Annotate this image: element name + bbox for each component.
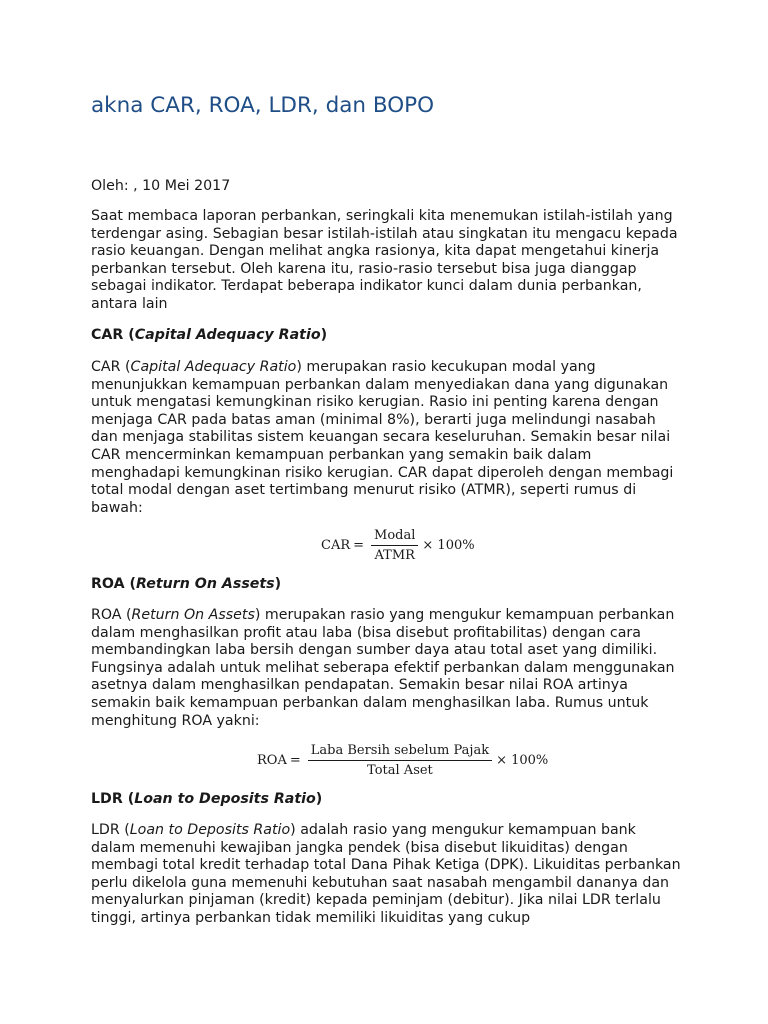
- equals-sign: =: [353, 538, 365, 553]
- ldr-heading: LDR (Loan to Deposits Ratio): [91, 791, 323, 807]
- ldr-para-abbr: LDR: [91, 822, 120, 838]
- equals-sign: =: [289, 753, 301, 768]
- car-formula-denominator: ATMR: [374, 548, 415, 563]
- car-formula-numerator: Modal: [371, 528, 418, 546]
- page-title: akna CAR, ROA, LDR, dan BOPO: [91, 93, 435, 118]
- roa-formula-numerator: Laba Bersih sebelum Pajak: [308, 743, 492, 761]
- car-heading-abbr: CAR: [91, 327, 124, 343]
- byline: Oleh: , 10 Mei 2017: [91, 178, 231, 194]
- roa-formula: [257, 743, 548, 778]
- roa-formula-factor: × 100%: [496, 753, 549, 768]
- roa-paragraph: ROA (Return On Assets) merupakan rasio yang mengukur kemampuan perbankan dalam menghasilkan profit atau laba (bisa disebut profitabilitas) dengan cara membandingkan laba bersih dengan sumber daya atau total aset yang dimiliki. Fungsinya adalah untuk melihat seberapa efektif perbankan dalam menggunakan asetnya dalam menghasilkan pendapatan. Semakin besar nilai ROA artinya semakin baik kemampuan perbankan dalam menghasilkan laba. Rumus untuk menghitung ROA yakni:: [91, 607, 675, 729]
- car-para-text: merupakan rasio kecukupan modal yang menunjukkan kemampuan perbankan dalam menyediakan dana yang digunakan untuk mengatasi kemungkinan risiko kerugian. Rasio ini penting karena dengan menjaga CAR pada batas aman (minimal 8%), berarti juga melindungi nasabah dan menjaga stabilitas sistem keuangan secara keseluruhan. Semakin besar nilai CAR mencerminkan kemampuan perbankan yang semakin baik dalam menghadapi kemungkinan risiko kerugian. CAR dapat diperoleh dengan membagi total modal dengan aset tertimbang menurut risiko (ATMR), seperti rumus di bawah:: [91, 359, 674, 516]
- roa-para-abbr: ROA: [91, 607, 122, 623]
- roa-heading-full: Return On Assets: [136, 576, 275, 592]
- car-heading: CAR (Capital Adequacy Ratio): [91, 327, 328, 343]
- roa-formula-fraction: [308, 743, 492, 778]
- ldr-heading-full: Loan to Deposits Ratio: [134, 791, 316, 807]
- car-formula-factor: × 100%: [422, 538, 475, 553]
- roa-para-full: Return On Assets: [131, 607, 255, 623]
- roa-heading: ROA (Return On Assets): [91, 576, 282, 592]
- intro-text: Saat membaca laporan perbankan, seringkali kita menemukan istilah-istilah yang terdengar asing. Sebagian besar istilah-istilah atau singkatan itu mengacu kepada rasio keuangan. Dengan melihat angka rasionya, kita dapat mengetahui kinerja perbankan tersebut. Oleh karena itu, rasio-rasio tersebut bisa juga dianggap sebagai indikator. Terdapat beberapa indikator kunci dalam dunia perbankan, antara lain: [91, 208, 678, 312]
- roa-heading-abbr: ROA: [91, 576, 125, 592]
- car-paragraph: CAR (Capital Adequacy Ratio) merupakan rasio kecukupan modal yang menunjukkan kemampuan perbankan dalam menyediakan dana yang digunakan untuk mengatasi kemungkinan risiko kerugian. Rasio ini penting karena dengan menjaga CAR pada batas aman (minimal 8%), berarti juga melindungi nasabah dan menjaga stabilitas sistem keuangan secara keseluruhan. Semakin besar nilai CAR mencerminkan kemampuan perbankan yang semakin baik dalam menghadapi kemungkinan risiko kerugian. CAR dapat diperoleh dengan membagi total modal dengan aset tertimbang menurut risiko (ATMR), seperti rumus di bawah:: [91, 359, 674, 516]
- car-formula: [321, 528, 475, 563]
- car-heading-full: Capital Adequacy Ratio: [134, 327, 321, 343]
- car-formula-lhs: CAR: [321, 538, 351, 553]
- car-formula-fraction: [371, 528, 418, 563]
- roa-para-text: merupakan rasio yang mengukur kemampuan perbankan dalam menghasilkan profit atau laba (bisa disebut profitabilitas) dengan cara membandingkan laba bersih dengan sumber daya atau total aset yang dimiliki. Fungsinya adalah untuk melihat seberapa efektif perbankan dalam menggunakan asetnya dalam menghasilkan pendapatan. Semakin besar nilai ROA artinya semakin baik kemampuan perbankan dalam menghasilkan laba. Rumus untuk menghitung ROA yakni:: [91, 607, 675, 729]
- car-para-full: Capital Adequacy Ratio: [130, 359, 297, 375]
- ldr-para-full: Loan to Deposits Ratio: [129, 822, 291, 838]
- ldr-para-text: adalah rasio yang mengukur kemampuan bank dalam memenuhi kewajiban jangka pendek (bisa disebut likuiditas) dengan membagi total kredit terhadap total Dana Pihak Ketiga (DPK). Likuiditas perbankan perlu dikelola guna memenuhi kebutuhan saat nasabah mengambil dananya dan menyalurkan pinjaman (kredit) kepada peminjam (debitur). Jika nilai LDR terlalu tinggi, artinya perbankan tidak memiliki likuiditas yang cukup: [91, 822, 681, 926]
- ldr-paragraph: LDR (Loan to Deposits Ratio) adalah rasio yang mengukur kemampuan bank dalam memenuhi kewajiban jangka pendek (bisa disebut likuiditas) dengan membagi total kredit terhadap total Dana Pihak Ketiga (DPK). Likuiditas perbankan perlu dikelola guna memenuhi kebutuhan saat nasabah mengambil dananya dan menyalurkan pinjaman (kredit) kepada peminjam (debitur). Jika nilai LDR terlalu tinggi, artinya perbankan tidak memiliki likuiditas yang cukup: [91, 822, 681, 926]
- ldr-heading-abbr: LDR: [91, 791, 123, 807]
- car-para-abbr: CAR: [91, 359, 121, 375]
- roa-formula-denominator: Total Aset: [367, 763, 433, 778]
- roa-formula-lhs: ROA: [257, 753, 287, 768]
- intro-paragraph: [91, 208, 681, 314]
